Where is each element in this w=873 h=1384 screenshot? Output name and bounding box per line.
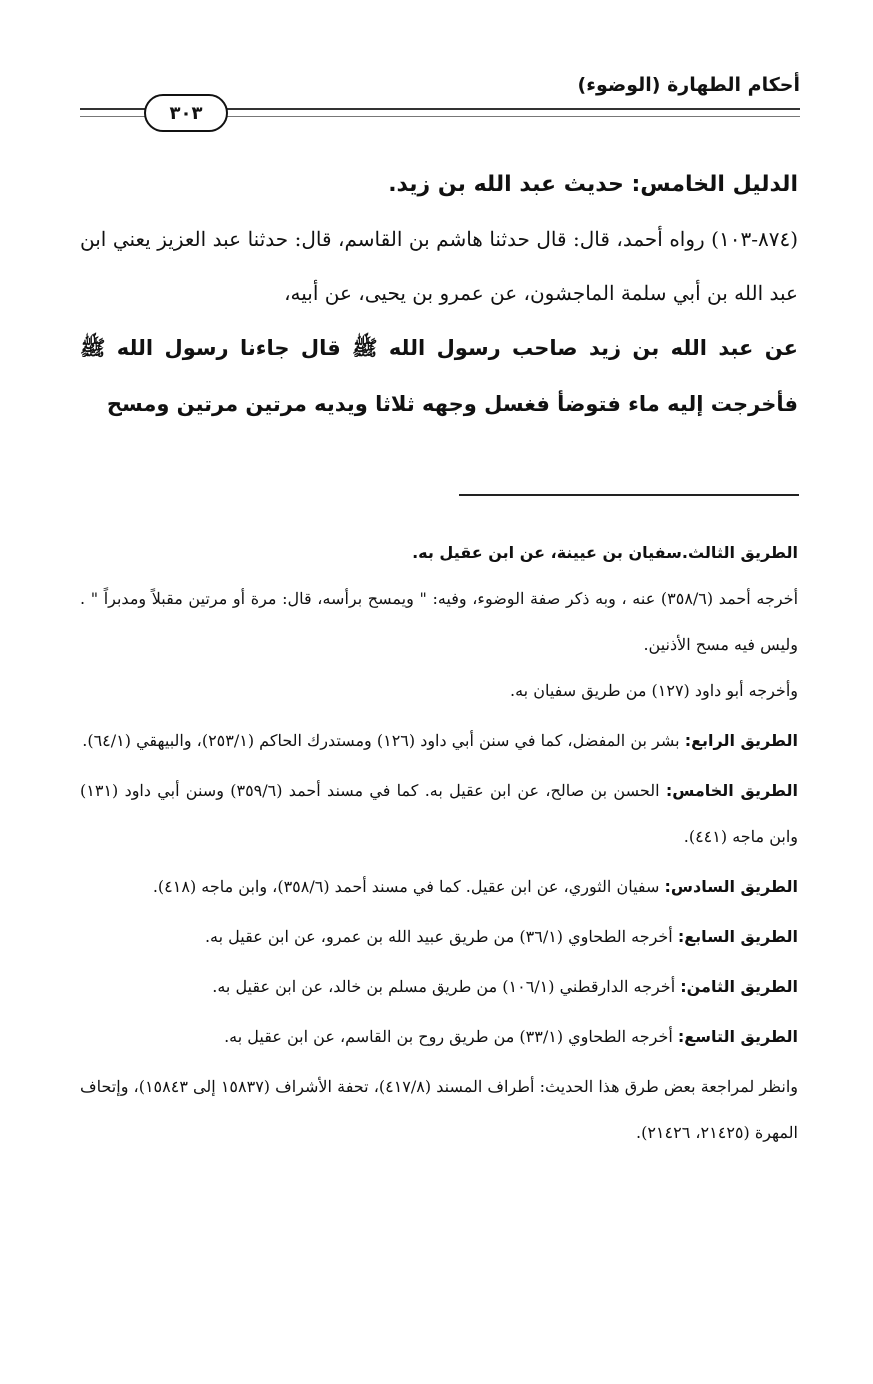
footnote-line (80, 668, 798, 714)
page-header (80, 68, 800, 128)
footnote-line (80, 576, 798, 668)
main-text (80, 158, 798, 432)
footnote-title: الطريق التاسع: (677, 1027, 798, 1046)
hadith-text: عن عبد الله بن زيد صاحب رسول الله ﷺ قال جاءنا رسول الله ﷺ فأخرجت إليه ماء فتوضأ فغسل وجهه ثلاثا ويديه مرتين مرتين ومسح (80, 336, 798, 416)
footnote-title: الطريق الثامن: (680, 977, 798, 996)
footnote-text: أخرجه الطحاوي (٣٦/١) من طريق عبيد الله بن عمرو، عن ابن عقيل به. (204, 927, 673, 946)
footnote-line (80, 914, 798, 960)
footnote-text: أخرجه أحمد (٣٥٨/٦) عنه ، وبه ذكر صفة الوضوء، وفيه: " ويمسح برأسه، قال: مرة أو مرتين مقبلاً ومدبراً " . وليس فيه مسح الأذنين. (80, 589, 799, 654)
footnote-text: سفيان الثوري، عن ابن عقيل. كما في مسند أحمد (٣٥٨/٦)، وابن ماجه (٤١٨). (152, 877, 660, 896)
footnote-line (80, 1064, 798, 1156)
footnote-text: الحسن بن صالح، عن ابن عقيل به. كما في مسند أحمد (٣٥٩/٦) وسنن أبي داود (١٣١) وابن ماجه (٤٤١). (80, 781, 798, 846)
footnote-text: بشر بن المفضل، كما في سنن أبي داود (١٢٦) ومستدرك الحاكم (٢٥٣/١)، والبيهقي (٦٤/١). (82, 731, 680, 750)
footnote-text: أخرجه الدارقطني (١٠٦/١) من طريق مسلم بن خالد، عن ابن عقيل به. (212, 977, 676, 996)
footnote-title: الطريق السابع: (677, 927, 798, 946)
evidence-heading: الدليل الخامس: حديث عبد الله بن زيد. (388, 172, 798, 197)
footnote-text: أخرجه الطحاوي (٣٣/١) من طريق روح بن القاسم، عن ابن عقيل به. (224, 1027, 673, 1046)
footnote-line (80, 864, 798, 910)
footnote-line (80, 1014, 798, 1060)
footnote-text: وانظر لمراجعة بعض طرق هذا الحديث: أطراف المسند (٤١٧/٨)، تحفة الأشراف (١٥٨٣٧ إلى ١٥٨٤٣)، وإتحاف المهرة (٢١٤٢٥، ٢١٤٢٦). (80, 1077, 799, 1142)
footnote-text: الطريق الثالث.سفيان بن عيينة، عن ابن عقيل به. (412, 543, 798, 562)
footnote-title: الطريق الخامس: (665, 781, 798, 800)
footnotes (80, 530, 798, 1156)
footnote-title: الطريق السادس: (664, 877, 798, 896)
page-number: ٣٠٣ (144, 94, 228, 132)
running-title: أحكام الطهارة (الوضوء) (577, 74, 800, 96)
footnote-line (80, 964, 798, 1010)
footnote-line (80, 530, 798, 576)
footnote-line (80, 718, 798, 764)
footnote-line (80, 768, 798, 860)
footnote-separator (459, 494, 799, 496)
footnote-text: وأخرجه أبو داود (١٢٧) من طريق سفيان به. (510, 681, 798, 700)
narration-paragraph: (٨٧٤-١٠٣) رواه أحمد، قال: قال حدثنا هاشم بن القاسم، قال: حدثنا عبد العزيز يعني ابن عبد الله بن أبي سلمة الماجشون، عن عمرو بن يحيى، عن أبيه، (80, 227, 798, 305)
footnote-title: الطريق الرابع: (684, 731, 798, 750)
